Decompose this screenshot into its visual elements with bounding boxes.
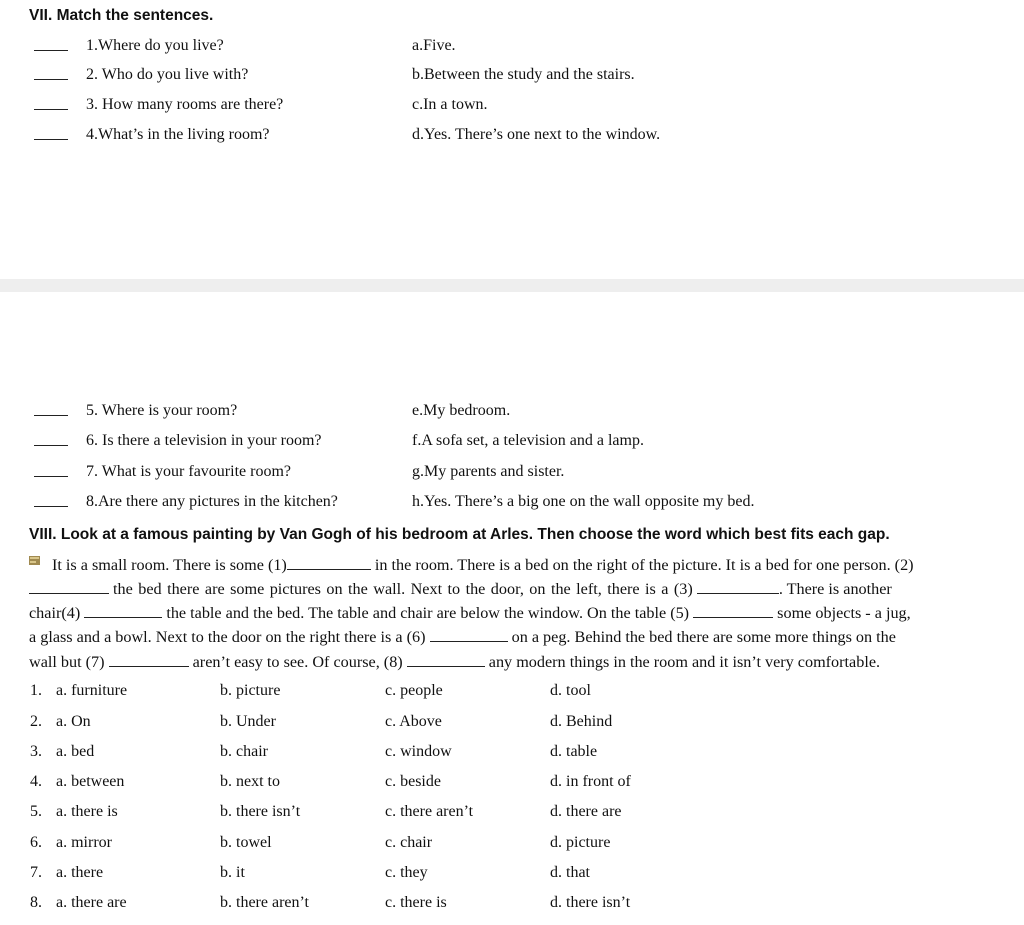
match-answer-c: c.In a town. bbox=[412, 96, 488, 113]
passage-text: some objects - a jug, bbox=[777, 604, 911, 622]
gap-blank-8[interactable] bbox=[407, 654, 485, 667]
match-question-7: 7. What is your favourite room? bbox=[86, 463, 291, 480]
answer-blank-3[interactable] bbox=[34, 98, 68, 110]
passage-line-3 bbox=[29, 604, 1014, 623]
option-a[interactable]: a. On bbox=[56, 713, 91, 730]
option-b[interactable]: b. there isn’t bbox=[220, 803, 301, 820]
passage-line-1 bbox=[52, 556, 1014, 575]
option-a[interactable]: a. there is bbox=[56, 803, 118, 820]
option-c[interactable]: c. Above bbox=[385, 713, 442, 730]
option-number: 4. bbox=[30, 773, 42, 790]
match-row-5 bbox=[0, 404, 1024, 426]
match-row-4 bbox=[0, 128, 1024, 150]
match-row-7 bbox=[0, 465, 1024, 487]
option-a[interactable]: a. bed bbox=[56, 743, 95, 760]
option-c[interactable]: c. window bbox=[385, 743, 452, 760]
option-b[interactable]: b. chair bbox=[220, 743, 268, 760]
gap-blank-4[interactable] bbox=[84, 605, 162, 618]
match-answer-g: g.My parents and sister. bbox=[412, 463, 565, 480]
match-row-6 bbox=[0, 434, 1024, 456]
option-row-1 bbox=[0, 682, 1024, 704]
match-answer-e: e.My bedroom. bbox=[412, 402, 511, 419]
option-d[interactable]: d. Behind bbox=[550, 713, 613, 730]
match-question-1: 1.Where do you live? bbox=[86, 37, 224, 54]
answer-blank-5[interactable] bbox=[34, 404, 68, 416]
option-number: 8. bbox=[30, 894, 42, 911]
option-c[interactable]: c. people bbox=[385, 682, 443, 699]
answer-blank-4[interactable] bbox=[34, 128, 68, 140]
gap-blank-6[interactable] bbox=[430, 629, 508, 642]
passage-text: on a peg. Behind the bed there are some more things on the bbox=[511, 628, 896, 646]
gap-blank-3[interactable] bbox=[697, 581, 779, 594]
passage-text: in the room. There is a bed on the right of the picture. It is a bed for one person. (2) bbox=[374, 556, 914, 574]
option-c[interactable]: c. there aren’t bbox=[385, 803, 474, 820]
passage-text: the table and the bed. The table and chair are below the window. On the table (5) bbox=[166, 604, 690, 622]
option-a[interactable]: a. there are bbox=[56, 894, 127, 911]
option-b[interactable]: b. next to bbox=[220, 773, 280, 790]
option-row-6 bbox=[0, 834, 1024, 856]
option-b[interactable]: b. there aren’t bbox=[220, 894, 309, 911]
option-d[interactable]: d. in front of bbox=[550, 773, 631, 790]
section-7-title: VII. Match the sentences. bbox=[29, 7, 214, 24]
match-row-1 bbox=[0, 39, 1024, 61]
option-b[interactable]: b. towel bbox=[220, 834, 272, 851]
option-a[interactable]: a. there bbox=[56, 864, 104, 881]
option-a[interactable]: a. mirror bbox=[56, 834, 112, 851]
section-8-title: VIII. Look at a famous painting by Van Gogh of his bedroom at Arles. Then choose the word which best fits each gap. bbox=[29, 526, 890, 543]
match-row-3 bbox=[0, 98, 1024, 120]
match-question-4: 4.What’s in the living room? bbox=[86, 126, 270, 143]
option-d[interactable]: d. there are bbox=[550, 803, 622, 820]
option-row-3 bbox=[0, 743, 1024, 765]
option-number: 2. bbox=[30, 713, 42, 730]
option-row-8 bbox=[0, 894, 1024, 916]
option-b[interactable]: b. Under bbox=[220, 713, 276, 730]
option-d[interactable]: d. picture bbox=[550, 834, 611, 851]
option-d[interactable]: d. tool bbox=[550, 682, 591, 699]
option-row-2 bbox=[0, 713, 1024, 735]
passage-text: a glass and a bowl. Next to the door on the right there is a (6) bbox=[29, 628, 426, 646]
option-row-7 bbox=[0, 864, 1024, 886]
gap-blank-1[interactable] bbox=[287, 557, 371, 570]
passage-text: chair(4) bbox=[29, 604, 81, 622]
option-d[interactable]: d. that bbox=[550, 864, 590, 881]
option-b[interactable]: b. picture bbox=[220, 682, 281, 699]
option-d[interactable]: d. there isn’t bbox=[550, 894, 631, 911]
match-answer-d: d.Yes. There’s one next to the window. bbox=[412, 126, 661, 143]
option-c[interactable]: c. they bbox=[385, 864, 428, 881]
match-question-8: 8.Are there any pictures in the kitchen? bbox=[86, 493, 338, 510]
passage-line-2 bbox=[29, 580, 1014, 599]
match-answer-f: f.A sofa set, a television and a lamp. bbox=[412, 432, 644, 449]
match-question-6: 6. Is there a television in your room? bbox=[86, 432, 322, 449]
option-a[interactable]: a. furniture bbox=[56, 682, 128, 699]
option-number: 1. bbox=[30, 682, 42, 699]
passage-line-4 bbox=[29, 628, 1014, 647]
option-row-5 bbox=[0, 803, 1024, 825]
paragraph-marker-icon bbox=[29, 556, 40, 565]
answer-blank-2[interactable] bbox=[34, 68, 68, 80]
passage-text: aren’t easy to see. Of course, (8) bbox=[192, 653, 403, 671]
passage-text: the bed there are some pictures on the wall. Next to the door, on the left, there is a (3) bbox=[113, 580, 693, 598]
answer-blank-1[interactable] bbox=[34, 39, 68, 51]
gap-blank-2[interactable] bbox=[29, 581, 109, 594]
option-c[interactable]: c. chair bbox=[385, 834, 433, 851]
option-number: 3. bbox=[30, 743, 42, 760]
option-number: 5. bbox=[30, 803, 42, 820]
passage-text: It is a small room. There is some (1) bbox=[52, 556, 287, 574]
match-answer-b: b.Between the study and the stairs. bbox=[412, 66, 635, 83]
option-number: 6. bbox=[30, 834, 42, 851]
passage-line-5 bbox=[29, 653, 1014, 672]
answer-blank-6[interactable] bbox=[34, 434, 68, 446]
gap-blank-5[interactable] bbox=[693, 605, 773, 618]
option-d[interactable]: d. table bbox=[550, 743, 598, 760]
option-row-4 bbox=[0, 773, 1024, 795]
option-a[interactable]: a. between bbox=[56, 773, 125, 790]
match-row-2 bbox=[0, 68, 1024, 90]
match-question-5: 5. Where is your room? bbox=[86, 402, 238, 419]
option-c[interactable]: c. there is bbox=[385, 894, 447, 911]
match-row-8 bbox=[0, 495, 1024, 517]
answer-blank-8[interactable] bbox=[34, 495, 68, 507]
gap-blank-7[interactable] bbox=[109, 654, 189, 667]
passage-text: . There is another bbox=[778, 580, 892, 598]
match-question-2: 2. Who do you live with? bbox=[86, 66, 249, 83]
match-answer-h: h.Yes. There’s a big one on the wall opposite my bed. bbox=[412, 493, 755, 510]
option-number: 7. bbox=[30, 864, 42, 881]
option-b[interactable]: b. it bbox=[220, 864, 245, 881]
answer-blank-7[interactable] bbox=[34, 465, 68, 477]
match-answer-a: a.Five. bbox=[412, 37, 456, 54]
option-c[interactable]: c. beside bbox=[385, 773, 441, 790]
match-question-3: 3. How many rooms are there? bbox=[86, 96, 284, 113]
page-divider bbox=[0, 279, 1024, 292]
passage-text: any modern things in the room and it isn’t very comfortable. bbox=[488, 653, 881, 671]
passage-text: wall but (7) bbox=[29, 653, 105, 671]
